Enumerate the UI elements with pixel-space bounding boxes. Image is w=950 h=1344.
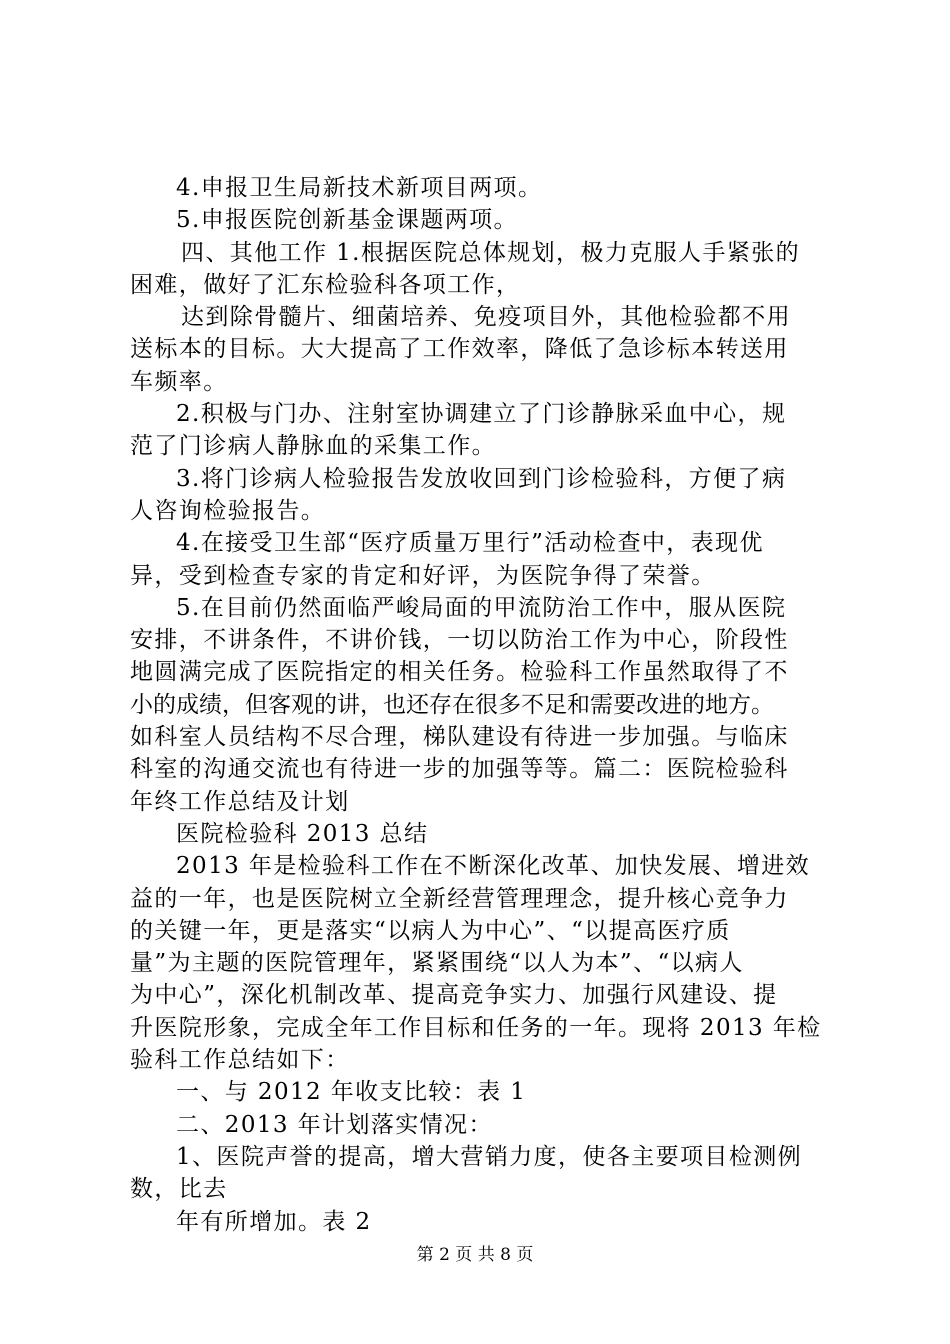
section-heading: 医院检验科 2013 总结: [176, 820, 429, 847]
text-line: 1、医院声誉的提高，增大营销力度，使各主要项目检测例: [176, 1143, 803, 1170]
text-line: 如科室人员结构不尽合理，梯队建设有待进一步加强。与临床: [130, 724, 789, 751]
text-line: 升医院形象，完成全年工作目标和任务的一年。现将 2013 年检: [130, 1014, 822, 1041]
text-line: 2013 年是检验科工作在不断深化改革、加快发展、增进效: [176, 853, 811, 880]
text-line: 验科工作总结如下：: [130, 1047, 350, 1074]
text-line: 4.在接受卫生部“医疗质量万里行”活动检查中，表现优: [176, 530, 764, 557]
text-line: 4.申报卫生局新技术新项目两项。: [176, 175, 543, 201]
text-line: 量”为主题的医院管理年，紧紧围绕“以人为本”、“以病人: [130, 950, 744, 977]
text-line: 人咨询检验报告。: [130, 497, 326, 524]
text-line: 一、与 2012 年收支比较：表 1: [176, 1079, 527, 1106]
text-line: 年终工作总结及计划: [130, 788, 350, 815]
page-number-footer: 第 2 页 共 8 页: [416, 1245, 534, 1265]
text-line: 2.积极与门办、注射室协调建立了门诊静脉采血中心，规: [176, 401, 787, 428]
text-line: 地圆满完成了医院指定的相关任务。检验科工作虽然取得了不: [130, 659, 789, 686]
text-line: 3.将门诊病人检验报告发放收回到门诊检验科，方便了病: [176, 465, 787, 492]
text-line: 范了门诊病人静脉血的采集工作。: [130, 433, 496, 460]
text-line: 益的一年，也是医院树立全新经营管理理念，提升核心竞争力: [130, 885, 789, 912]
text-line: 的关键一年，更是落实“以病人为中心”、“以提高医疗质: [130, 917, 731, 944]
text-line: 5.在目前仍然面临严峻局面的甲流防治工作中，服从医院: [176, 594, 787, 621]
text-line: 困难，做好了汇东检验科各项工作，: [130, 271, 521, 298]
text-line: 数，比去: [130, 1176, 228, 1203]
text-line: 科室的沟通交流也有待进一步的加强等等。篇二：医院检验科: [130, 756, 789, 783]
text-line: 达到除骨髓片、细菌培养、免疫项目外，其他检验都不用: [181, 304, 791, 331]
document-body: [130, 172, 835, 1238]
text-line: 小的成绩，但客观的讲，也还存在很多不足和需要改进的地方。: [130, 691, 774, 718]
text-line: 异，受到检查专家的肯定和好评，为医院争得了荣誉。: [130, 562, 716, 589]
text-line: 年有所增加。表 2: [176, 1208, 372, 1235]
text-line: 二、2013 年计划落实情况：: [176, 1111, 493, 1138]
text-line: 安排，不讲条件，不讲价钱，一切以防治工作为中心，阶段性: [130, 627, 789, 654]
text-line: 四、其他工作 1.根据医院总体规划，极力克服人手紧张的: [181, 239, 801, 266]
text-line: 车频率。: [130, 368, 228, 395]
text-line: 5.申报医院创新基金课题两项。: [176, 207, 518, 234]
text-line: 送标本的目标。大大提高了工作效率，降低了急诊标本转送用: [130, 336, 789, 363]
text-line: 为中心”，深化机制改革、提高竞争实力、加强行风建设、提: [130, 982, 778, 1009]
